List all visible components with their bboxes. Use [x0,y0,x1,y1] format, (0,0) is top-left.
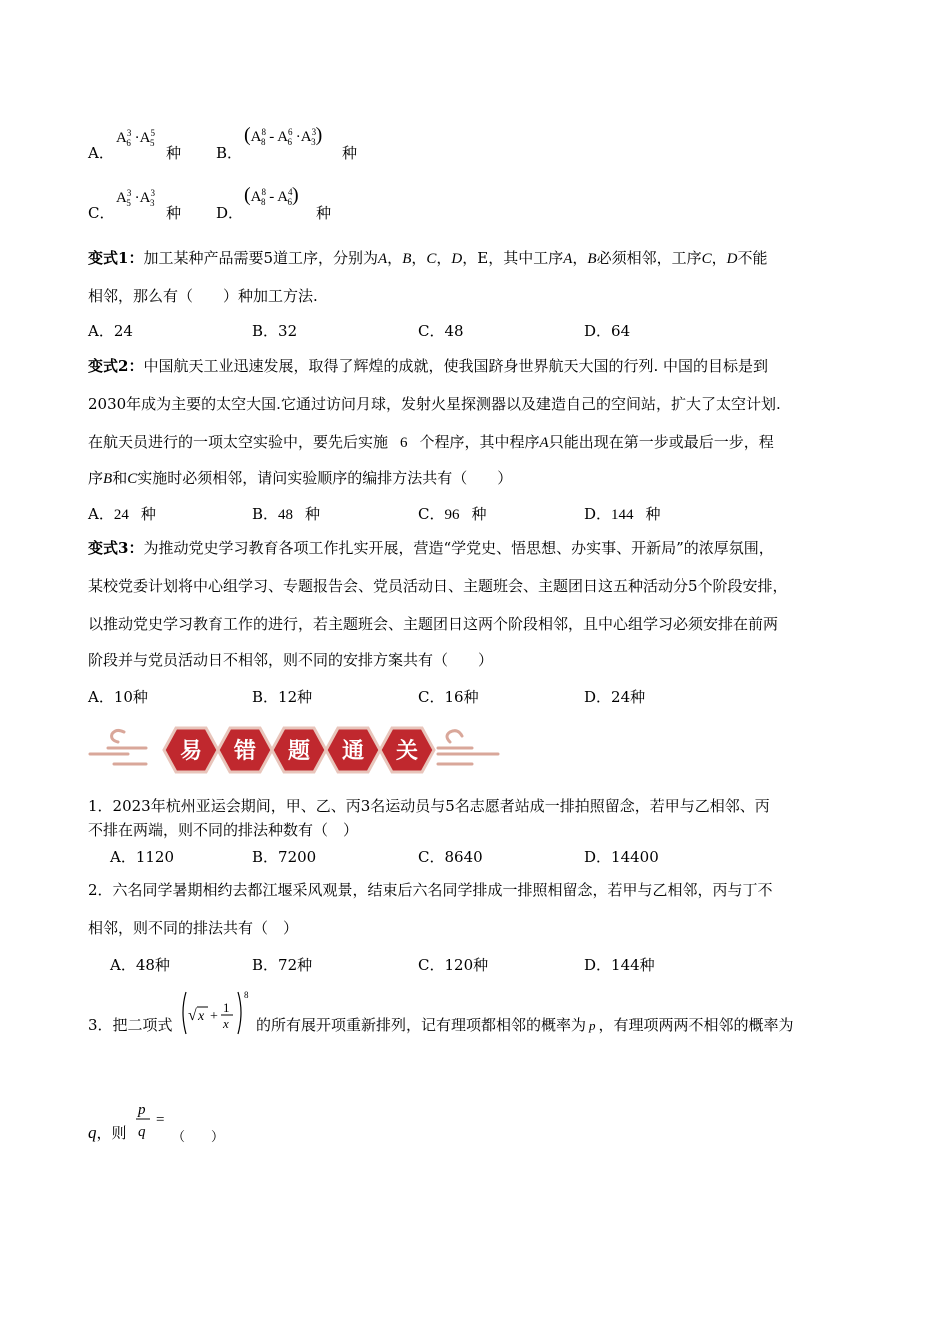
perm-sup: 3 [126,188,132,198]
colon: ： [128,249,144,267]
text: ，E，其中工序 [462,249,564,267]
perm-symbol: A [139,190,151,206]
choice-b-expression [244,124,322,147]
q3-binomial-expression [178,988,254,1038]
q1-option-b: B．7200 [252,848,317,866]
var: C [426,251,437,267]
choice-b-unit: 种 [342,144,358,162]
variant1-option-a: A．24 [88,322,133,340]
perm-symbol: A [139,130,151,146]
var: B [402,251,412,267]
banner-char: 错 [233,739,257,764]
text: 只能出现在第一步或最后一步，程 [548,433,774,451]
variant3-option-a: A．10种 [88,688,148,706]
text: 中国航天工业迅速发展，取得了辉煌的成就，使我国跻身世界航天大国的行列. 中国的目标是到 [143,357,768,375]
var-x: x [198,1009,205,1024]
choice-d-expression [244,184,299,207]
option-label: B． [252,505,279,523]
variant3-line3: 以推动党史学习教育工作的进行，若主题班会、主题团日这两个阶段相邻，且中心组学习必须安排在前两 [88,615,779,633]
perm-sup: 8 [261,187,267,197]
q2-option-d: D．144种 [584,956,655,974]
q3-ratio [134,1098,174,1146]
text: 在航天员进行的一项太空实验中，要先后实施 [88,433,389,451]
option-unit: 种 [305,505,321,523]
variant2-line3 [88,432,774,453]
text: 个程序，其中程序 [419,433,540,451]
variant3-option-b: B．12种 [252,688,313,706]
q2-line1: 2．六名同学暑期相约去都江堰采风观景，结束后六名同学排成一排照相留念，若甲与乙相邻，丙与丁不 [88,881,773,899]
perm-sup: 8 [261,127,267,137]
perm-symbol: A [250,189,262,205]
punct: ， [572,249,588,267]
text: ，有理项两两不相邻的概率为 [598,1016,794,1034]
punct: ， [436,249,452,267]
var: A [539,435,549,451]
var: A [563,251,573,267]
variant2-line4 [88,468,512,489]
variant1-option-d: D．64 [584,322,631,340]
variant3-option-d: D．24种 [584,688,646,706]
text: 的所有展开项重新排列，记有理项都相邻的概率为 [256,1016,587,1034]
option-unit: 种 [471,505,487,523]
option-label: A． [88,505,114,523]
variant2-option-b [252,503,320,524]
q1-line2: 不排在两端，则不同的排法种数有（ ） [88,821,359,839]
text: 加工某种产品需要5道工序，分别为 [143,249,378,267]
perm-sub: 6 [126,138,131,148]
choice-a-label: A． [88,144,114,162]
variant1-option-c: C．48 [418,322,464,340]
left-cloud-ornament [90,730,146,764]
banner-char: 通 [341,739,365,764]
var-p: p [589,1018,596,1033]
right-cloud-ornament [438,731,498,764]
dot: · [295,129,301,145]
variant-tag: 变式3 [88,539,129,557]
minus: - [269,189,275,205]
text: 序 [88,469,104,487]
variant3-option-c: C．16种 [418,688,479,706]
option-number: 96 [444,507,460,523]
q3-prefix: 3．把二项式 [88,1016,173,1034]
choice-c-expression [116,190,154,207]
dot: · [134,130,140,146]
var: C [127,471,138,487]
minus: - [269,129,275,145]
banner-char: 题 [287,739,311,764]
option-unit: 种 [140,505,156,523]
perm-symbol: A [277,129,289,145]
option-number: 48 [278,507,294,523]
exponent: 8 [244,990,249,1000]
option-number: 144 [611,507,634,523]
text: ，则 [96,1124,127,1142]
option-label: C． [418,505,445,523]
text: 和 [112,469,128,487]
colon: ： [128,539,144,557]
ratio-numerator: p [138,1102,146,1118]
q1-line1: 1．2023年杭州亚运会期间，甲、乙、丙3名运动员与5名志愿者站成一排拍照留念，若甲与乙相邻、丙 [88,797,770,815]
colon: ： [128,357,144,375]
text: 实施时必须相邻，请问实验顺序的编排方法共有（ ） [137,469,513,487]
var: B [103,471,113,487]
variant2-line1 [88,356,768,376]
sqrt-symbol: √ [188,1007,197,1024]
close-paren: ) [315,124,323,146]
option-label: D． [584,505,612,523]
perm-sup: 4 [288,187,293,197]
variant3-line1 [88,538,774,558]
var-q: q [88,1123,97,1142]
perm-sub: 8 [261,197,266,207]
fraction-denominator: x [223,1016,229,1031]
q1-option-a: A．1120 [110,848,175,866]
perm-symbol: A [116,190,127,206]
variant1-option-b: B．32 [252,322,298,340]
choice-d-unit: 种 [316,204,332,222]
q2-line2: 相邻，则不同的排法共有（ ） [88,919,299,937]
perm-sub: 5 [126,198,131,208]
perm-sup: 3 [150,188,155,198]
perm-symbol: A [250,129,262,145]
dot: · [134,190,140,206]
perm-sup: 3 [126,128,132,138]
var: B [587,251,597,267]
choice-a-unit: 种 [166,144,182,162]
punct: ， [411,249,427,267]
perm-symbol: A [300,129,312,145]
equals: = [156,1112,165,1128]
var: C [701,251,712,267]
variant1-line1 [88,248,767,269]
var: D [726,251,738,267]
variant-tag: 变式2 [88,357,129,375]
perm-sup: 5 [150,128,155,138]
punct: ， [711,249,727,267]
choice-d-label: D． [216,204,244,222]
q2-option-a: A．48种 [110,956,170,974]
perm-sub: 3 [149,198,155,208]
open-paren: ( [244,124,251,146]
perm-sub: 5 [149,138,155,148]
perm-sub: 6 [287,137,293,147]
number: 6 [400,435,408,451]
banner-char: 易 [179,739,203,764]
variant2-option-d [584,503,661,524]
punct: ， [387,249,403,267]
variant2-option-a [88,503,156,524]
section-banner [88,718,500,782]
choice-a-expression [116,130,154,147]
plus: + [210,1009,218,1024]
perm-symbol: A [277,189,289,205]
perm-symbol: A [116,130,127,146]
q3-blank: （ ） [172,1130,225,1145]
close-paren: ) [292,184,299,206]
ratio-denominator: q [138,1124,146,1140]
choice-c-unit: 种 [166,204,182,222]
q2-option-c: C．120种 [418,956,489,974]
perm-sub: 3 [311,137,316,147]
text: 为推动党史学习教育各项工作扎实开展，营造“学党史、悟思想、办实事、开新局”的浓厚氛围， [143,539,774,557]
q3-text [256,1014,794,1035]
variant-tag: 变式1 [88,249,129,267]
open-paren: ( [244,184,251,206]
var: A [378,251,388,267]
variant1-line2: 相邻，那么有（ ）种加工方法. [88,287,318,305]
variant2-option-c [418,503,487,524]
banner-char: 关 [395,739,419,764]
choice-b-label: B． [216,144,243,162]
variant2-line2: 2030年成为主要的太空大国.它通过访问月球，发射火星探测器以及建造自己的空间站，扩大了太空计划. [88,395,781,413]
variant3-line4: 阶段并与党员活动日不相邻，则不同的安排方案共有（ ） [88,651,494,669]
perm-sup: 3 [311,127,317,137]
option-number: 24 [113,507,129,523]
option-unit: 种 [645,505,661,523]
variant3-line2: 某校党委计划将中心组学习、专题报告会、党员活动日、主题班会、主题团日这五种活动分5个阶段安排， [88,577,788,595]
q3-line2 [88,1122,127,1143]
q2-option-b: B．72种 [252,956,313,974]
perm-sup: 6 [288,127,293,137]
q1-option-c: C．8640 [418,848,483,866]
text: 不能 [737,249,768,267]
var: D [451,251,463,267]
perm-sub: 8 [261,137,266,147]
q1-option-d: D．14400 [584,848,659,866]
perm-sub: 6 [287,197,293,207]
fraction-numerator: 1 [223,1000,230,1015]
text: 必须相邻，工序 [596,249,702,267]
choice-c-label: C． [88,204,115,222]
